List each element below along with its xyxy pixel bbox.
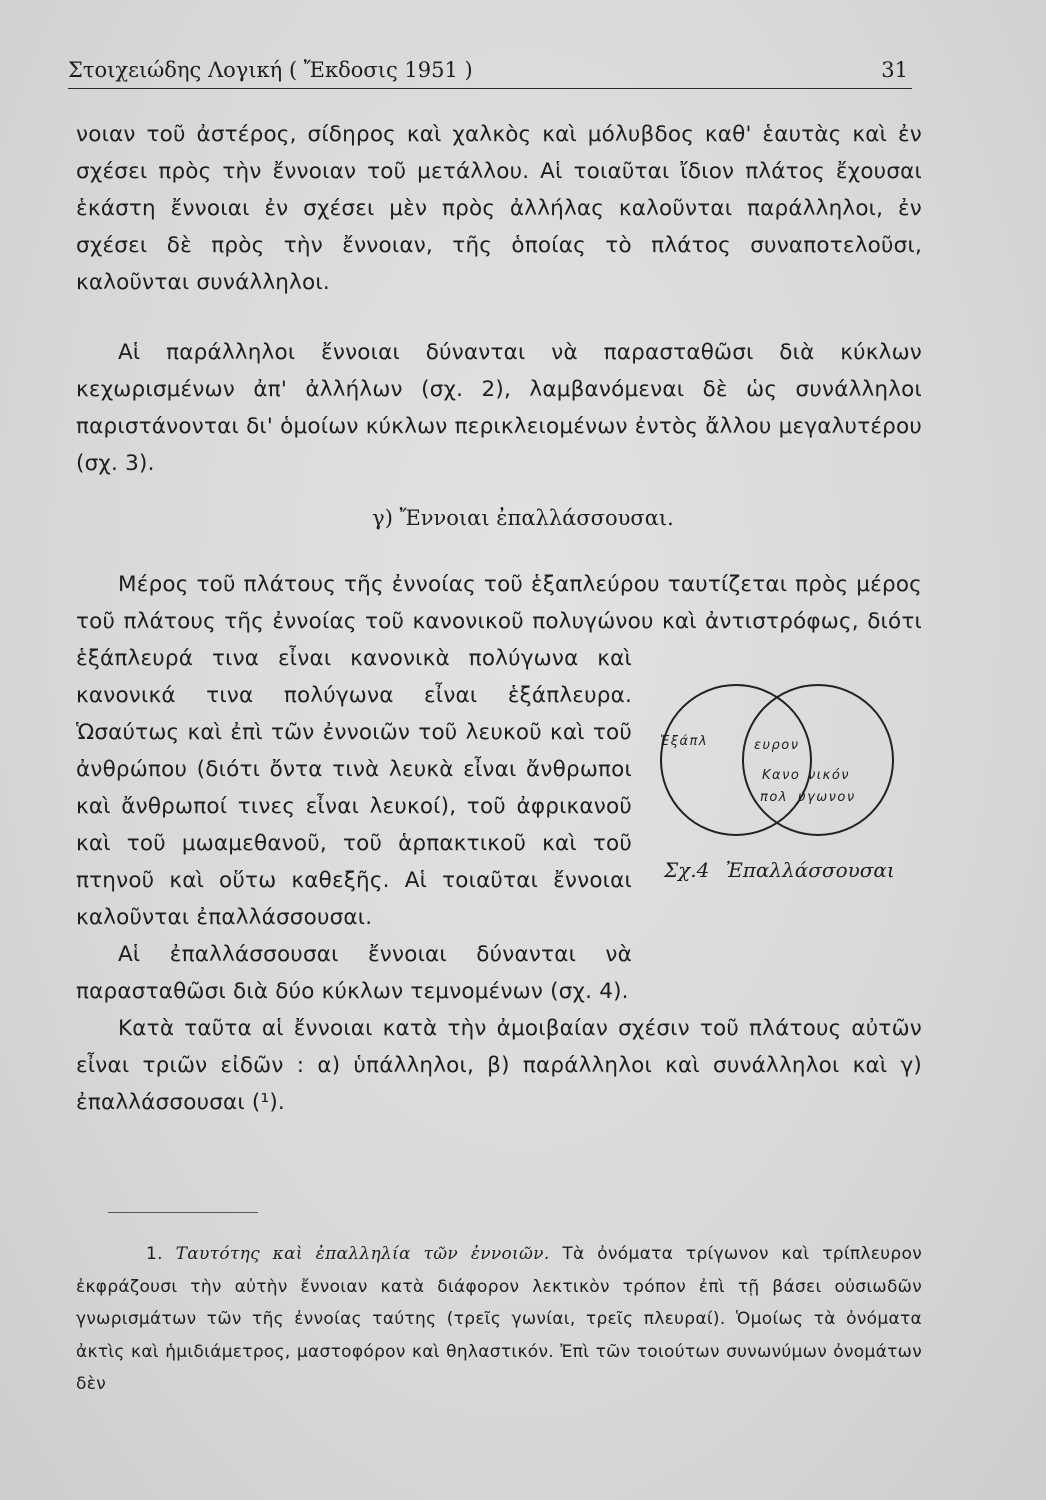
figure-caption-text: Ἐπαλλάσσουσαι bbox=[725, 858, 895, 882]
header-title: Στοιχειώδης Λογική ( Ἔκδοσις 1951 ) bbox=[68, 58, 473, 82]
circle-regular-polygon bbox=[743, 685, 893, 835]
label-overlap-1: ευρον bbox=[754, 738, 800, 753]
paragraph-5: Κατὰ ταῦτα αἱ ἔννοιαι κατὰ τὴν ἀμοιβαίαν σχέσιν τοῦ πλάτους αὐτῶν εἶναι τριῶν εἰδῶν : α) ὑπάλληλοι, β) παράλληλοι καὶ συνάλληλοι καὶ γ) ἐπαλλάσσουσαι (¹). bbox=[76, 1016, 922, 1115]
label-right-1: νικόν bbox=[808, 768, 851, 783]
footnote bbox=[76, 1238, 922, 1401]
page-number: 31 bbox=[881, 58, 908, 82]
paragraph-3: Μέρος τοῦ πλάτους τῆς ἐννοίας τοῦ ἑξαπλεύρου ταυτίζεται πρὸς μέρος τοῦ πλάτους τῆς ἐννοίας τοῦ κανονικοῦ πολυγώνου καὶ ἀντιστρόφως, διότι ἑξάπλευρά τινα εἶναι κανονικὰ πολύγωνα καὶ κανονικά τινα πολύγωνα εἶναι ἑξάπλευρα. Ὡσαύτως καὶ ἐπὶ τῶν ἐννοιῶν τοῦ λευκοῦ καὶ τοῦ ἀνθρώπου (διότι ὄντα τινὰ λευκὰ εἶναι ἄνθρωποι καὶ ἄνθρωποί τινες εἶναι λευκοί), τοῦ ἀφρικανοῦ καὶ τοῦ μωαμεθανοῦ, τοῦ ἁρπακτικοῦ καὶ τοῦ πτηνοῦ καὶ οὕτω καθεξῆς. Αἱ τοιαῦται ἔννοιαι καλοῦνται ἐπαλλάσσουσαι. bbox=[76, 572, 922, 930]
label-overlap-2: Κανο bbox=[762, 768, 801, 783]
circle-hexagon bbox=[661, 685, 811, 835]
label-left: Ἑξάπλ bbox=[660, 734, 709, 749]
footnote-title: Ταυτότης καὶ ἐπαλληλία τῶν ἐννοιῶν. bbox=[175, 1244, 550, 1264]
paragraph-1: νοιαν τοῦ ἀστέρος, σίδηρος καὶ χαλκὸς καὶ μόλυβδος καθ' ἑαυτὰς καὶ ἐν σχέσει πρὸς τὴν ἔννοιαν τοῦ μετάλλου. Αἱ τοιαῦται ἴδιον πλάτος ἔχουσαι ἑκάστη ἔννοιαι ἐν σχέσει μὲν πρὸς ἀλλήλας καλοῦνται παράλληλοι, ἐν σχέσει δὲ πρὸς τὴν ἔννοιαν, τῆς ὁποίας τὸ πλάτος συναποτελοῦσι, καλοῦνται συνάλληλοι. bbox=[76, 122, 922, 295]
paragraph-4: Αἱ ἐπαλλάσσουσαι ἔννοιαι δύνανται νὰ παρασταθῶσι διὰ δύο κύκλων τεμνομένων (σχ. 4). bbox=[76, 942, 632, 1004]
label-right-2: ύγωνον bbox=[798, 790, 856, 805]
paragraph-2: Αἱ παράλληλοι ἔννοιαι δύνανται νὰ παρασταθῶσι διὰ κύκλων κεχωρισμένων ἀπ' ἀλλήλων (σχ. 2), λαμβανόμεναι δὲ ὡς συνάλληλοι παριστάνονται δι' ὁμοίων κύκλων περικλειομένων ἐντὸς ἄλλου μεγαλυτέρου (σχ. 3). bbox=[76, 340, 922, 476]
footnote-rule bbox=[108, 1212, 258, 1213]
footnote-text: Τὰ ὀνόματα τρίγωνον καὶ τρίπλευρον ἐκφράζουσι τὴν αὐτὴν ἔννοιαν κατὰ διάφορον λεκτικὸν τρόπον ἐπὶ τῇ βάσει οὐσιωδῶν γνωρισμάτων τῶν τῆς ἐννοίας ταύτης (τρεῖς γωνίαι, τρεῖς πλευραί). Ὁμοίως τὰ ὀνόματα ἀκτὶς καὶ ἡμιδιάμετρος, μαστοφόρον καὶ θηλαστικόν. Ἐπὶ τῶν τοιούτων συνωνύμων ὀνομάτων δὲν bbox=[76, 1244, 922, 1394]
section-heading: γ) Ἔννοιαι ἐπαλλάσσουσαι. bbox=[372, 506, 674, 530]
figure-caption bbox=[664, 858, 895, 882]
venn-diagram bbox=[648, 668, 910, 886]
footnote-marker: 1. bbox=[146, 1244, 163, 1264]
running-header bbox=[68, 58, 912, 89]
figure-number: Σχ.4 bbox=[664, 858, 710, 882]
label-overlap-3: πολ bbox=[760, 790, 788, 805]
